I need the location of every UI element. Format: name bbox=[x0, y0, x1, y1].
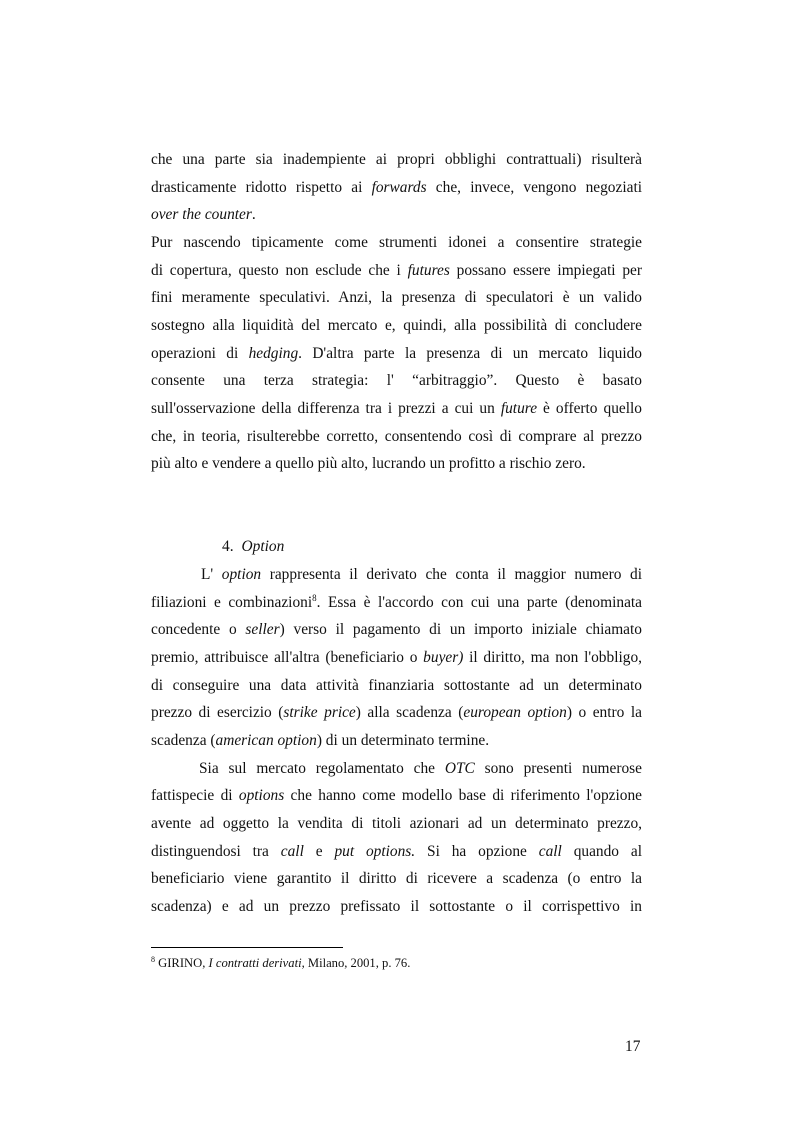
p1-line-3: over the counter. bbox=[151, 206, 256, 223]
p2-line-9: più alto e vendere a quello più alto, lucrando un profitto a rischio zero. bbox=[151, 455, 586, 472]
p2-line-8: che, in teoria, risulterebbe corretto, consentendo così di comprare al prezzo bbox=[151, 428, 642, 445]
p4-line-5: beneficiario viene garantito il diritto di ricevere a scadenza (o entro la bbox=[151, 870, 642, 887]
p4-line-4: distinguendosi tra call e put options. Si ha opzione call quando al bbox=[151, 843, 642, 860]
footnote-ref: 8 bbox=[312, 593, 317, 603]
p2-line-6: consente una terza strategia: l' “arbitraggio”. Questo è basato bbox=[151, 372, 642, 389]
footnote-separator bbox=[151, 947, 343, 948]
section-heading bbox=[222, 538, 284, 556]
p4-line-2: fattispecie di options che hanno come modello base di riferimento l'opzione bbox=[151, 787, 642, 804]
p2-line-5: operazioni di hedging. D'altra parte la presenza di un mercato liquido bbox=[151, 345, 642, 362]
section-number: 4. bbox=[222, 538, 234, 555]
p4-line-6: scadenza) e ad un prezzo prefissato il sottostante o il corrispettivo in bbox=[151, 898, 642, 915]
p2-line-7: sull'osservazione della differenza tra i prezzi a cui un future è offerto quello bbox=[151, 400, 642, 417]
p4-line-1: Sia sul mercato regolamentato che OTC sono presenti numerose bbox=[199, 760, 642, 777]
p3-line-6: prezzo di esercizio (strike price) alla scadenza (european option) o entro la bbox=[151, 704, 642, 721]
p2-line-2: di copertura, questo non esclude che i futures possano essere impiegati per bbox=[151, 262, 643, 279]
p2-line-4: sostegno alla liquidità del mercato e, quindi, alla possibilità di concludere bbox=[151, 317, 642, 334]
p2-line-1: Pur nascendo tipicamente come strumenti idonei a consentire strategie bbox=[151, 234, 642, 251]
p3-line-2: filiazioni e combinazioni$^8$. Essa è l'accordo con cui una parte (denominata bbox=[151, 593, 643, 611]
p3-line-3: concedente o seller) verso il pagamento di un importo iniziale chiamato bbox=[151, 621, 642, 638]
p3-line-5: di conseguire una data attività finanziaria sottostante ad un determinato bbox=[151, 677, 642, 694]
section-title: Option bbox=[241, 538, 285, 555]
p3-line-4: premio, attribuisce all'altra (beneficiario o buyer) il diritto, ma non l'obbligo, bbox=[151, 649, 642, 666]
p1-line-1: che una parte sia inadempiente ai propri obblighi contrattuali) risulterà bbox=[151, 151, 642, 168]
p3-line-7: scadenza (american option) di un determinato termine. bbox=[151, 732, 490, 749]
page-number: 17 bbox=[625, 1038, 641, 1055]
p3-line-1: L' option rappresenta il derivato che conta il maggior numero di bbox=[201, 566, 642, 583]
footnote: $^8$ GIRINO, I contratti derivati, Milano, 2001, p. 76. bbox=[151, 955, 411, 970]
footnote-mark: 8 bbox=[151, 955, 155, 964]
p4-line-3: avente ad oggetto la vendita di titoli azionari ad un determinato prezzo, bbox=[151, 815, 642, 832]
p2-line-3: fini meramente speculativi. Anzi, la presenza di speculatori è un valido bbox=[151, 289, 642, 306]
p1-line-2: drasticamente ridotto rispetto ai forwards che, invece, vengono negoziati bbox=[151, 179, 642, 196]
